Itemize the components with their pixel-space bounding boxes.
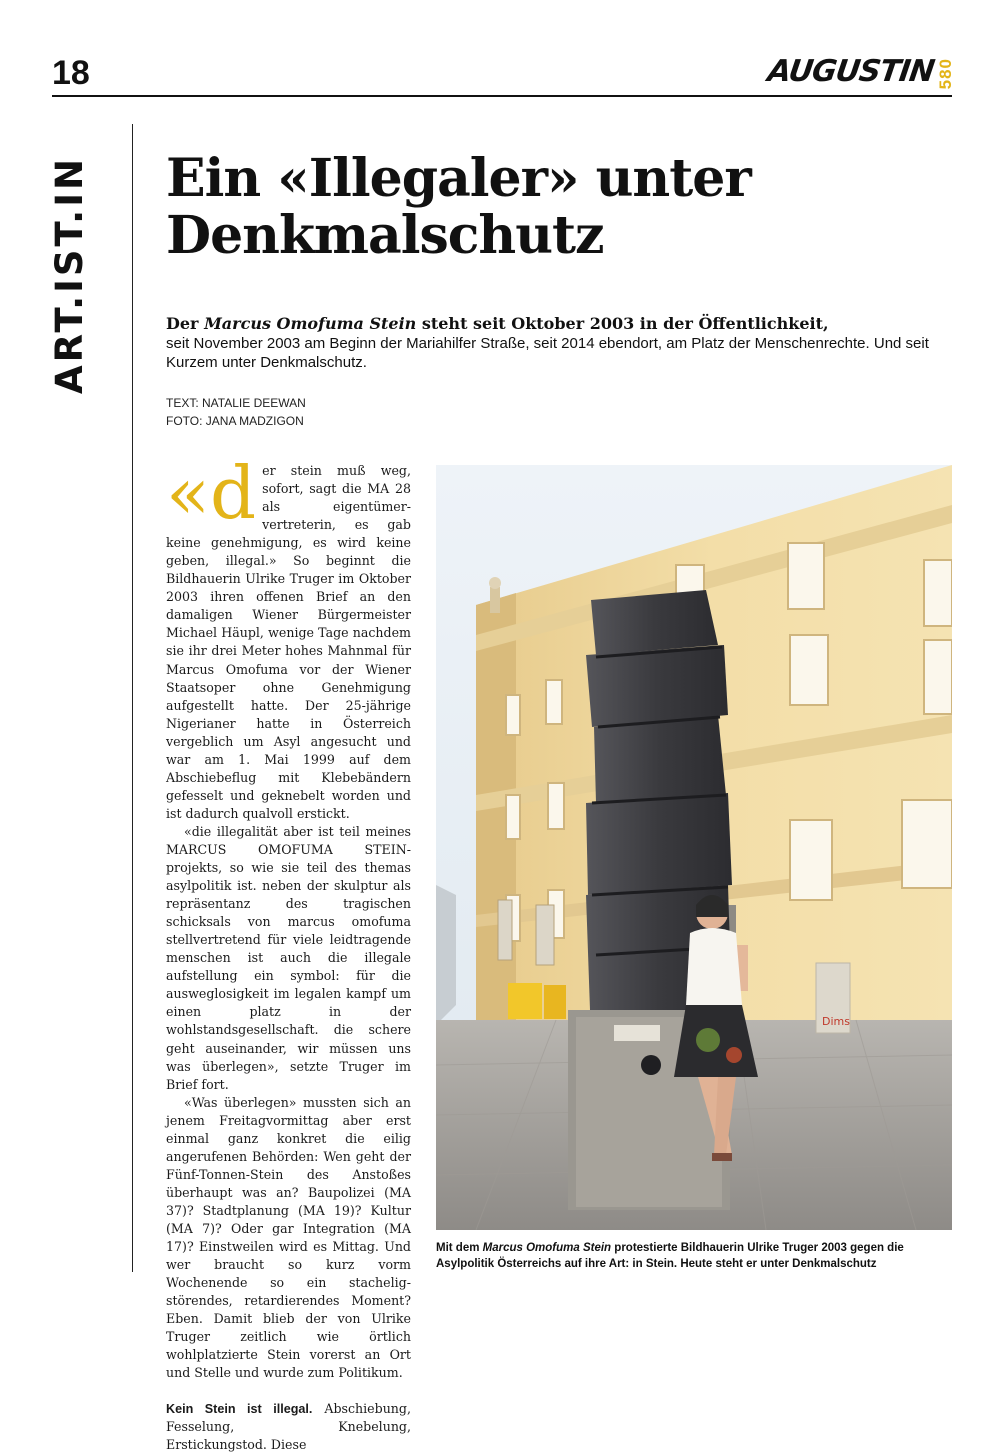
article-body (166, 451, 411, 1455)
text-credit: TEXT: NATALIE DEEWAN (166, 396, 306, 410)
article-lead (166, 314, 946, 372)
section-label-text: ART.IST.IN (48, 156, 91, 394)
article-title: Ein «Illegaler» unter Denkmalschutz (166, 148, 751, 266)
photo-credit: FOTO: JANA MADZIGON (166, 414, 304, 428)
drop-cap: «d (166, 451, 257, 535)
lead-intro: Der Marcus Omofuma Stein steht seit Oktober 2003 in der Öffentlichkeit, (166, 314, 829, 333)
section-divider (132, 124, 133, 1272)
subheading: Kein Stein ist illegal. (166, 1402, 313, 1417)
article-credits (166, 394, 306, 430)
lead-rest: seit November 2003 am Beginn der Mariahilfer Straße, seit 2014 ebendort, am Platz der Menschenrechte. Und seit Kurzem unter Denkmalschutz. (166, 335, 929, 371)
section-label (48, 124, 104, 394)
graffiti-text: Dims (822, 1015, 850, 1028)
magazine-logo: AUGUSTIN (765, 54, 937, 89)
paragraph-1: «der stein muß weg, sofort, sagt die MA 28 als eigentümer-vertreterin, es gab keine genehmigung, es wird keine geben, illegal.» So beginnt die Bildhauerin Ulrike Truger im Oktober 2003 ihren offenen Brief an den damaligen Wiener Bürgermeister Michael Häupl, wenige Tage nachdem sie ihr drei Meter hohes Mahnmal für Marcus Omofuma vor der Wiener Staatsoper ohne Genehmigung aufgestellt hatte. Der 25-jährige Nigerianer hatte in Österreich vergeblich um Asyl angesucht und war am 1. Mai 1999 auf dem Abschiebeflug mit Klebebändern gefesselt und geknebelt worden und ist dadurch qualvoll erstickt. (166, 451, 411, 821)
header-rule (52, 95, 952, 97)
paragraph-2: «die illegalität aber ist teil meines MARCUS OMOFUMA STEIN-projekts, so wie sie teil des themas asylpolitik ist. neben der skulptur als repräsentanz des tragischen schicksals von marcus omofuma stellvertretend für viele leidtragende menschen ist auch die illegale aufstellung ein symbol: für die ausweglosigkeit im legalen kampf um einen platz in der wohlstandsgesellschaft. die schere geht auseinander, wir müssen uns was überlegen», setzte Truger im Brief fort. (166, 823, 411, 1092)
article-photo (436, 465, 952, 1230)
paragraph-3: «Was überlegen» mussten sich an jenem Freitagvormittag aber erst einmal ganz konkret die eilig angerufenen Behörden: Wen geht der Fünf-Tonnen-Stein des Anstoßes überhaupt was an? Baupolizei (MA 37)? Stadtplanung (MA 19)? Kultur (MA 7)? Oder gar Integration (MA 17)? Einstweilen wird es Mittag. Und wer braucht so kurz vorm Wochenende so ein stachelig-störendes, retardierendes Moment? Eben. Damit blieb der von Ulrike Truger zeitlich wie örtlich wohlplatzierte Stein vorerst an Ort und Stelle und wurde zum Politikum. (166, 1094, 411, 1381)
page-number: 18 (52, 54, 90, 92)
photo-caption: Mit dem Marcus Omofuma Stein protestierte Bildhauerin Ulrike Truger 2003 gegen die Asylpolitik Österreichs auf ihre Art: in Stein. Heute steht er unter Denkmalschutz (436, 1242, 904, 1270)
paragraph-4: Kein Stein ist illegal. Abschiebung, Fesselung, Knebelung, Erstickungstod. Diese (166, 1401, 411, 1453)
issue-number: 580 (936, 58, 955, 90)
photo-illustration (436, 465, 952, 1230)
